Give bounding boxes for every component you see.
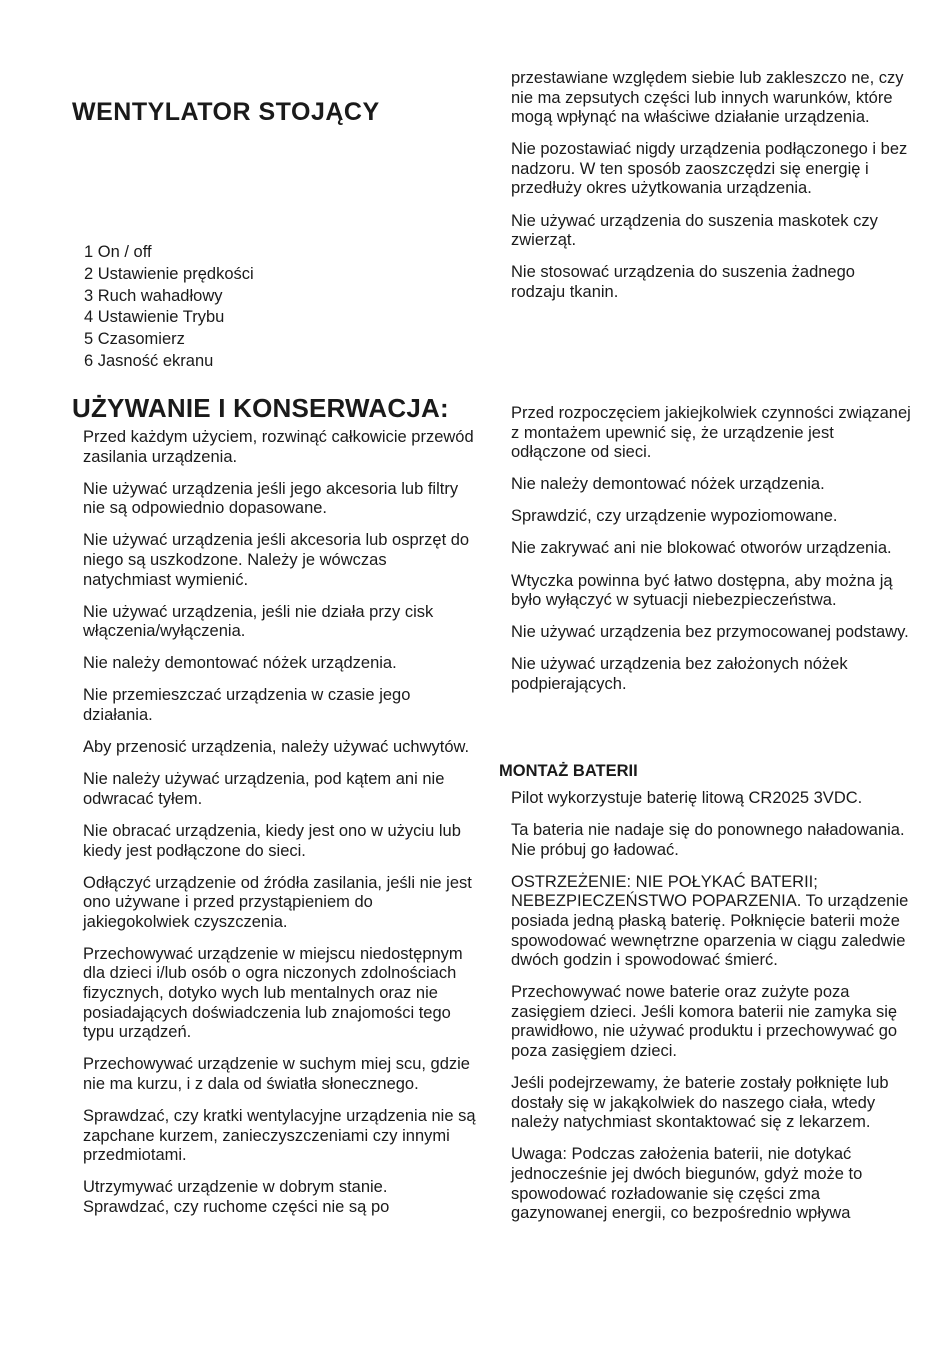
paragraph: Nie obracać urządzenia, kiedy jest ono w użyciu lub kiedy jest podłączone do sieci. bbox=[83, 821, 461, 860]
paragraph: Nie używać urządzenia, jeśli nie działa przy cisk włączenia/wyłączenia. bbox=[83, 602, 434, 641]
paragraph: Ta bateria nie nadaje się do ponownego naładowania. Nie próbuj go ładować. bbox=[511, 821, 905, 859]
right-column-top bbox=[511, 69, 911, 315]
paragraph: Nie używać urządzenia jeśli jego akcesoria lub filtry nie są odpowiednio dopasowane. bbox=[83, 479, 459, 518]
page-title: WENTYLATOR STOJĄCY bbox=[72, 98, 380, 126]
paragraph: Przechowywać urządzenie w miejscu niedostępnym dla dzieci i/lub osób o ogra niczonych zdolnościach fizycznych, dotyko wych lub mentalnych oraz nie posiadających doświadczenia lub znajomości tego typu urządzeń. bbox=[83, 944, 463, 1042]
list-item: 2 Ustawienie prędkości bbox=[84, 264, 254, 283]
paragraph: Przechowywać nowe baterie oraz zużyte poza zasięgiem dzieci. Jeśli komora baterii nie zamyka się prawidłowo, nie używać produktu i przechowywać go poza zasięgiem dzieci. bbox=[511, 983, 898, 1061]
section-heading: UŻYWANIE I KONSERWACJA: bbox=[72, 393, 449, 423]
paragraph: Nie należy demontować nóżek urządzenia. bbox=[511, 475, 825, 494]
paragraph: Nie stosować urządzenia do suszenia żadnego rodzaju tkanin. bbox=[511, 263, 855, 301]
list-item: 5 Czasomierz bbox=[84, 330, 185, 349]
paragraph: Utrzymywać urządzenie w dobrym stanie. Sprawdzać, czy ruchome części nie są po bbox=[83, 1178, 390, 1216]
paragraph: Przed każdym użyciem, rozwinąć całkowicie przewód zasilania urządzenia. bbox=[83, 428, 474, 466]
right-column-bottom bbox=[511, 789, 911, 1236]
list-item: 1 On / off bbox=[84, 243, 152, 261]
list-item: 6 Jasność ekranu bbox=[84, 351, 214, 370]
right-column-middle bbox=[511, 404, 911, 707]
paragraph: Aby przenosić urządzenia, należy używać uchwytów. bbox=[83, 738, 470, 757]
list-item: 4 Ustawienie Trybu bbox=[84, 308, 225, 327]
paragraph: Nie należy demontować nóżek urządzenia. bbox=[83, 654, 397, 673]
paragraph: Nie używać urządzenia jeśli akcesoria lub osprzęt do niego są uszkodzone. Należy je wówczas natychmiast wymienić. bbox=[83, 531, 470, 589]
paragraph: Odłączyć urządzenie od źródła zasilania, jeśli nie jest ono używane i przed przystąpieniem do jakiegokolwiek czyszczenia. bbox=[83, 873, 472, 931]
parts-list bbox=[84, 242, 254, 373]
paragraph: Przed rozpoczęciem jakiejkolwiek czynności związanej z montażem upewnić się, że urządzenie jest odłączone od sieci. bbox=[511, 404, 911, 462]
paragraph: przestawiane względem siebie lub zakleszczo ne, czy nie ma zepsutych części lub innych warunków, które mogą wpłynąć na właściwe działanie urządzenia. bbox=[511, 69, 904, 127]
paragraph: Nie pozostawiać nigdy urządzenia podłączonego i bez nadzoru. W ten sposób zaoszczędzi się energię i przedłuży okres użytkowania urządzenia. bbox=[511, 140, 908, 198]
paragraph: Sprawdzać, czy kratki wentylacyjne urządzenia nie są zapchane kurzem, zanieczyszczeniami czy innymi przedmiotami. bbox=[83, 1107, 476, 1165]
list-item: 3 Ruch wahadłowy bbox=[84, 286, 223, 305]
left-column bbox=[83, 428, 478, 1230]
paragraph: Nie używać urządzenia bez przymocowanej podstawy. bbox=[511, 623, 909, 642]
paragraph: Pilot wykorzystuje baterię litową CR2025 3VDC. bbox=[511, 789, 863, 807]
battery-heading: MONTAŻ BATERII bbox=[499, 762, 638, 780]
paragraph: Sprawdzić, czy urządzenie wypoziomowane. bbox=[511, 507, 838, 526]
paragraph: OSTRZEŻENIE: NIE POŁYKAĆ BATERII; NEBEZPIECZEŃSTWO POPARZENIA. To urządzenie posiada jedną płaską baterię. Połknięcie baterii może spowodować wewnętrzne oparzenia w ciągu zaledwie dwóch godzin i spowodować śmierć. bbox=[511, 872, 909, 970]
paragraph: Nie zakrywać ani nie blokować otworów urządzenia. bbox=[511, 539, 892, 558]
paragraph: Nie używać urządzenia bez założonych nóżek podpierających. bbox=[511, 655, 848, 693]
paragraph: Jeśli podejrzewamy, że baterie zostały połknięte lub dostały się w jakąkolwiek do naszego ciała, wtedy należy natychmiast skontaktować się z lekarzem. bbox=[511, 1074, 889, 1132]
paragraph: Uwaga: Podczas założenia baterii, nie dotykać jednocześnie jej dwóch biegunów, gdyż może to spowodować rozładowanie się części zma gazynowanej energii, co bezpośrednio wpływa bbox=[511, 1145, 863, 1223]
paragraph: Nie używać urządzenia do suszenia maskotek czy zwierząt. bbox=[511, 211, 878, 250]
paragraph: Wtyczka powinna być łatwo dostępna, aby można ją było wyłączyć w sytuacji niebezpieczeństwa. bbox=[511, 571, 893, 610]
paragraph: Przechowywać urządzenie w suchym miej scu, gdzie nie ma kurzu, i z dala od światła słonecznego. bbox=[83, 1055, 470, 1093]
paragraph: Nie przemieszczać urządzenia w czasie jego działania. bbox=[83, 686, 411, 725]
paragraph: Nie należy używać urządzenia, pod kątem ani nie odwracać tyłem. bbox=[83, 770, 445, 808]
